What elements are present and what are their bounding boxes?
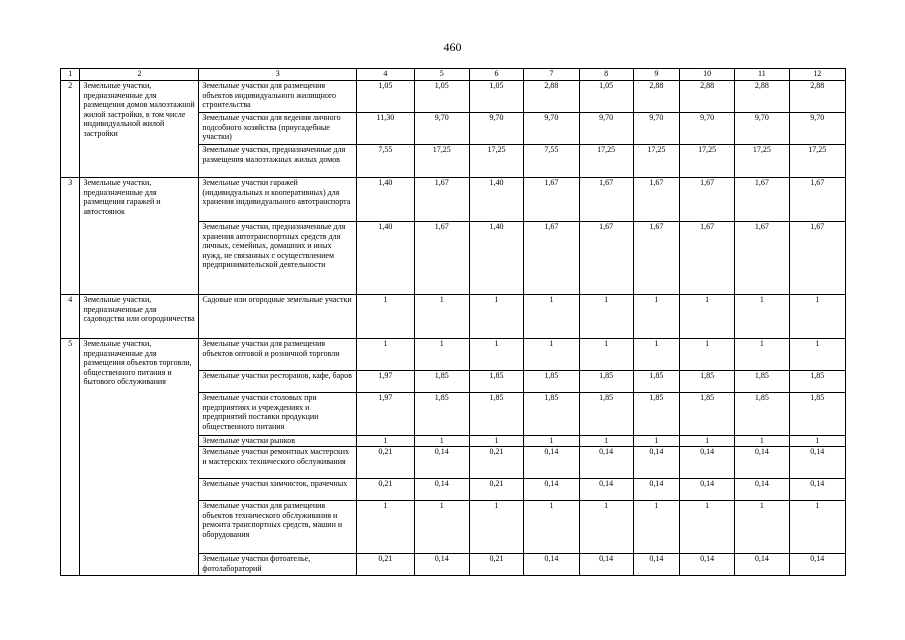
- table-row: [61, 295, 846, 339]
- coefficient-value: 1: [579, 436, 633, 447]
- coefficient-value: 17,25: [789, 145, 845, 178]
- coefficient-value: 9,70: [414, 113, 469, 145]
- coefficient-value: 1,67: [633, 222, 679, 295]
- coefficient-value: 1,85: [524, 393, 579, 436]
- coefficient-value: 1: [524, 436, 579, 447]
- column-header: 3: [199, 69, 357, 81]
- coefficient-value: 1,40: [357, 178, 414, 222]
- coefficient-value: 0,14: [735, 554, 789, 576]
- coefficient-value: 1: [633, 339, 679, 371]
- coefficient-value: 1,85: [524, 371, 579, 393]
- coefficient-value: 1,05: [579, 81, 633, 113]
- coefficient-value: 0,21: [469, 447, 523, 479]
- column-header: 9: [633, 69, 679, 81]
- coefficient-value: 9,70: [633, 113, 679, 145]
- coefficient-value: 1,85: [789, 371, 845, 393]
- coefficient-value: 0,14: [579, 554, 633, 576]
- coefficient-value: 1,67: [524, 178, 579, 222]
- coefficient-value: 1: [735, 436, 789, 447]
- coefficient-value: 2,88: [524, 81, 579, 113]
- coefficient-value: 0,14: [735, 447, 789, 479]
- column-header: 7: [524, 69, 579, 81]
- coefficient-value: 11,30: [357, 113, 414, 145]
- coefficient-value: 1: [524, 339, 579, 371]
- coefficient-value: 0,21: [469, 554, 523, 576]
- coefficient-value: 1,05: [469, 81, 523, 113]
- coefficient-value: 0,14: [414, 447, 469, 479]
- coefficient-value: 1: [357, 295, 414, 339]
- coefficient-value: 1,85: [469, 393, 523, 436]
- coefficient-value: 1,85: [735, 393, 789, 436]
- group-number: 3: [61, 178, 80, 295]
- coefficient-value: 7,55: [357, 145, 414, 178]
- column-header: 2: [80, 69, 199, 81]
- coefficient-value: 0,14: [414, 479, 469, 501]
- land-type-name: Земельные участки для ведения личного подсобного хозяйства (приусадебные участки): [199, 113, 357, 145]
- coefficient-value: 1: [414, 436, 469, 447]
- coefficient-value: 1,85: [789, 393, 845, 436]
- coefficient-value: 1: [789, 436, 845, 447]
- coefficient-value: 9,70: [735, 113, 789, 145]
- coefficient-value: 0,21: [357, 447, 414, 479]
- coefficient-value: 1,40: [469, 222, 523, 295]
- coefficient-value: 1: [579, 339, 633, 371]
- coefficient-value: 1,67: [579, 222, 633, 295]
- coefficient-value: 1,67: [679, 178, 734, 222]
- coefficient-value: 1: [524, 501, 579, 554]
- column-header: 8: [579, 69, 633, 81]
- coefficient-value: 1,85: [679, 371, 734, 393]
- coefficient-value: 1,67: [789, 178, 845, 222]
- coefficient-value: 2,88: [735, 81, 789, 113]
- land-type-name: Земельные участки химчисток, прачечных: [199, 479, 357, 501]
- coefficient-value: 9,70: [679, 113, 734, 145]
- land-type-name: Земельные участки ремонтных мастерских и мастерских технического обслуживания: [199, 447, 357, 479]
- coefficient-value: 1,85: [414, 393, 469, 436]
- column-header: 10: [679, 69, 734, 81]
- coefficient-value: 0,14: [633, 447, 679, 479]
- coefficient-value: 1,67: [735, 178, 789, 222]
- land-type-name: Земельные участки фотоателье, фотолабораторий: [199, 554, 357, 576]
- column-header: 6: [469, 69, 523, 81]
- coefficient-value: 0,14: [679, 554, 734, 576]
- coefficient-value: 1: [579, 295, 633, 339]
- table-body: [61, 69, 846, 576]
- coefficient-value: 1: [789, 339, 845, 371]
- coefficient-value: 9,70: [579, 113, 633, 145]
- coefficient-value: 1: [789, 295, 845, 339]
- coefficient-value: 1,85: [735, 371, 789, 393]
- group-category: Земельные участки, предназначенные для садоводства или огородничества: [80, 295, 199, 339]
- coefficient-value: 0,14: [789, 554, 845, 576]
- land-type-name: Садовые или огородные земельные участки: [199, 295, 357, 339]
- group-category: Земельные участки, предназначенные для размещения домов малоэтажной жилой застройки, в том числе индивидуальной жилой застройки: [80, 81, 199, 178]
- coefficient-value: 1: [414, 339, 469, 371]
- land-type-name: Земельные участки для размещения объектов индивидуального жилищного строительства: [199, 81, 357, 113]
- coefficient-value: 1: [469, 501, 523, 554]
- coefficient-value: 1: [679, 339, 734, 371]
- coefficient-value: 1: [414, 295, 469, 339]
- coefficient-value: 1: [357, 436, 414, 447]
- coefficient-value: 1,67: [579, 178, 633, 222]
- coefficient-value: 1: [633, 295, 679, 339]
- coefficient-value: 1,67: [414, 178, 469, 222]
- group-category: Земельные участки, предназначенные для размещения объектов торговли, общественного питания и бытового обслуживания: [80, 339, 199, 576]
- coefficient-value: 17,25: [414, 145, 469, 178]
- coefficient-value: 0,14: [579, 447, 633, 479]
- coefficient-value: 1,97: [357, 393, 414, 436]
- coefficient-value: 1: [524, 295, 579, 339]
- land-type-name: Земельные участки для размещения объектов оптовой и розничной торговли: [199, 339, 357, 371]
- coefficient-value: 1: [789, 501, 845, 554]
- coefficient-value: 1,05: [357, 81, 414, 113]
- table-row: [61, 81, 846, 113]
- coefficient-value: 0,14: [524, 554, 579, 576]
- coefficient-value: 1: [579, 501, 633, 554]
- coefficient-value: 9,70: [789, 113, 845, 145]
- coefficient-value: 1,85: [469, 371, 523, 393]
- land-type-name: Земельные участки для размещения объектов технического обслуживания и ремонта транспортных средств, машин и оборудования: [199, 501, 357, 554]
- coefficient-value: 1: [357, 339, 414, 371]
- coefficient-value: 9,70: [469, 113, 523, 145]
- table-row: [61, 339, 846, 371]
- coefficient-value: 0,14: [633, 554, 679, 576]
- coefficient-value: 0,14: [524, 479, 579, 501]
- coefficient-value: 1: [679, 295, 734, 339]
- coefficient-value: 0,21: [357, 554, 414, 576]
- coefficient-value: 2,88: [679, 81, 734, 113]
- coefficient-value: 1,67: [524, 222, 579, 295]
- coefficient-value: 1: [679, 501, 734, 554]
- coefficient-value: 17,25: [579, 145, 633, 178]
- coefficient-value: 0,14: [524, 447, 579, 479]
- land-type-name: Земельные участки ресторанов, кафе, баров: [199, 371, 357, 393]
- coefficient-value: 1: [469, 436, 523, 447]
- land-type-name: Земельные участки гаражей (индивидуальных и кооперативных) для хранения индивидуального автотранспорта: [199, 178, 357, 222]
- land-type-name: Земельные участки, предназначенные для хранения автотранспортных средств для личных, семейных, домашних и иных нужд, не связанных с осуществлением предпринимательской деятельности: [199, 222, 357, 295]
- column-header: 12: [789, 69, 845, 81]
- coefficient-value: 0,14: [414, 554, 469, 576]
- coefficient-value: 2,88: [633, 81, 679, 113]
- page-number: 460: [443, 40, 462, 54]
- coefficient-value: 1: [357, 501, 414, 554]
- coefficient-value: 1,67: [414, 222, 469, 295]
- coefficient-value: 1,67: [789, 222, 845, 295]
- coefficient-value: 1,67: [633, 178, 679, 222]
- coefficient-value: 1,85: [579, 393, 633, 436]
- group-number: 5: [61, 339, 80, 576]
- coefficient-value: 17,25: [469, 145, 523, 178]
- coefficient-value: 1,85: [414, 371, 469, 393]
- coefficient-table: [60, 68, 846, 576]
- coefficient-value: 2,88: [789, 81, 845, 113]
- coefficient-value: 1,85: [579, 371, 633, 393]
- coefficient-value: 1,85: [633, 371, 679, 393]
- coefficient-value: 0,14: [679, 447, 734, 479]
- coefficient-value: 1: [469, 295, 523, 339]
- coefficient-value: 0,21: [357, 479, 414, 501]
- coefficient-value: 1: [679, 436, 734, 447]
- coefficient-value: 0,14: [735, 479, 789, 501]
- coefficient-value: 1: [414, 501, 469, 554]
- coefficient-value: 17,25: [679, 145, 734, 178]
- coefficient-value: 0,14: [789, 447, 845, 479]
- coefficient-value: 1: [633, 501, 679, 554]
- column-header: 4: [357, 69, 414, 81]
- coefficient-value: 9,70: [524, 113, 579, 145]
- coefficient-value: 0,14: [679, 479, 734, 501]
- coefficient-value: 0,21: [469, 479, 523, 501]
- coefficient-value: 17,25: [735, 145, 789, 178]
- land-type-name: Земельные участки рынков: [199, 436, 357, 447]
- coefficient-value: 1,85: [633, 393, 679, 436]
- coefficient-value: 0,14: [633, 479, 679, 501]
- land-type-name: Земельные участки столовых при предприятиях и учреждениях и предприятий поставки продукции общественного питания: [199, 393, 357, 436]
- coefficient-value: 17,25: [633, 145, 679, 178]
- coefficient-value: 7,55: [524, 145, 579, 178]
- coefficient-value: 1,85: [679, 393, 734, 436]
- coefficient-value: 1: [735, 295, 789, 339]
- coefficient-value: 1: [735, 339, 789, 371]
- coefficient-value: 1,67: [735, 222, 789, 295]
- coefficient-value: 1,40: [469, 178, 523, 222]
- column-header: 5: [414, 69, 469, 81]
- column-header: 1: [61, 69, 80, 81]
- coefficient-value: 0,14: [789, 479, 845, 501]
- coefficient-value: 0,14: [579, 479, 633, 501]
- coefficient-value: 1: [633, 436, 679, 447]
- group-number: 4: [61, 295, 80, 339]
- coefficient-value: 1,40: [357, 222, 414, 295]
- coefficient-value: 1: [469, 339, 523, 371]
- land-type-name: Земельные участки, предназначенные для размещения малоэтажных жилых домов: [199, 145, 357, 178]
- coefficient-value: 1,05: [414, 81, 469, 113]
- group-number: 2: [61, 81, 80, 178]
- table-row: [61, 178, 846, 222]
- group-category: Земельные участки, предназначенные для размещения гаражей и автостоянок: [80, 178, 199, 295]
- coefficient-value: 1,67: [679, 222, 734, 295]
- coefficient-value: 1: [735, 501, 789, 554]
- coefficient-value: 1,97: [357, 371, 414, 393]
- column-header: 11: [735, 69, 789, 81]
- header-row: [61, 69, 846, 81]
